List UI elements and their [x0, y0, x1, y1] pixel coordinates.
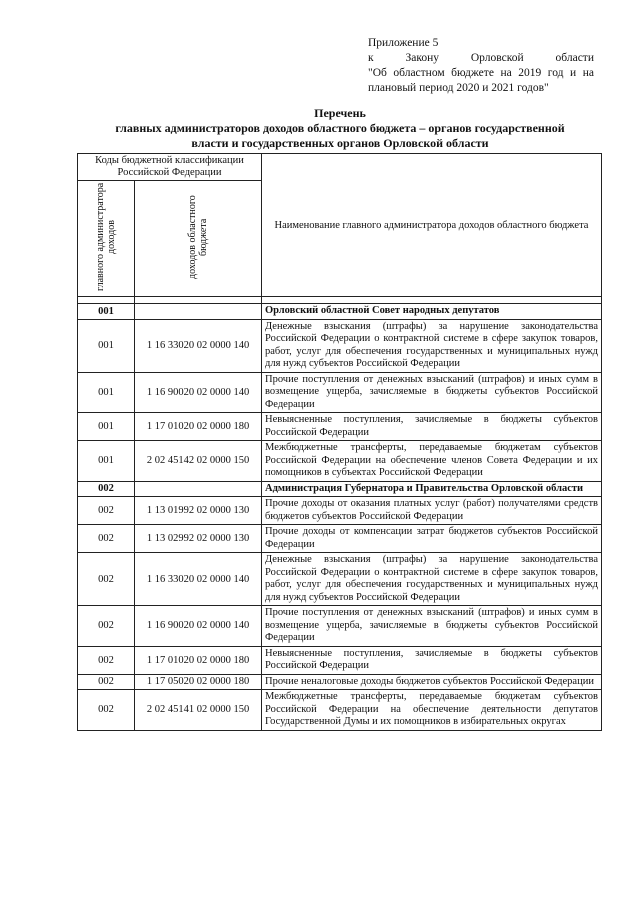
table-row — [78, 690, 602, 731]
table-row — [78, 372, 602, 413]
title-line-3: власти и государственных органов Орловской области — [191, 136, 489, 150]
appendix-region: Орловской — [470, 52, 524, 64]
appendix-law-title: "Об областном бюджете на 2019 год и на плановый период 2020 и 2021 годов" — [368, 67, 594, 94]
header-codes: Коды бюджетной классификации Российской Федерации — [78, 154, 262, 181]
header-admin-code-text: главного администратора доходов — [95, 182, 117, 292]
admin-code-cell: 002 — [78, 497, 135, 525]
table-row — [78, 441, 602, 482]
header-admin-code — [78, 181, 135, 297]
income-code-cell: 1 16 90020 02 0000 140 — [135, 372, 262, 413]
admin-name-cell: Прочие поступления от денежных взысканий (штрафов) и иных сумм в возмещение ущерба, зачисляемые в бюджеты субъектов Российской Федерации — [262, 372, 602, 413]
appendix-k: к — [368, 52, 374, 64]
admin-name-cell: Межбюджетные трансферты, передаваемые бюджетам субъектов Российской Федерации на обеспечение деятельности депутатов Государственной Думы и их помощников в избирательных округах — [262, 690, 602, 731]
appendix-law-line — [368, 51, 594, 66]
admin-name-cell: Прочие доходы от компенсации затрат бюджетов субъектов Российской Федерации — [262, 525, 602, 553]
income-code-cell: 1 16 90020 02 0000 140 — [135, 606, 262, 647]
income-code-cell: 1 17 05020 02 0000 180 — [135, 674, 262, 690]
admin-code-cell: 002 — [78, 606, 135, 647]
appendix-oblast: области — [555, 52, 594, 64]
admin-code-cell: 001 — [78, 413, 135, 441]
table-row — [78, 646, 602, 674]
admin-code-cell: 001 — [78, 319, 135, 372]
admin-name-cell: Администрация Губернатора и Правительства Орловской области — [262, 481, 602, 497]
income-code-cell: 2 02 45142 02 0000 150 — [135, 441, 262, 482]
income-code-cell: 1 17 01020 02 0000 180 — [135, 413, 262, 441]
admin-name-cell: Прочие неналоговые доходы бюджетов субъектов Российской Федерации — [262, 674, 602, 690]
table-row — [78, 553, 602, 606]
admin-code-cell: 002 — [78, 525, 135, 553]
appendix-number: Приложение 5 — [368, 37, 439, 49]
admin-name-cell: Невыясненные поступления, зачисляемые в бюджеты субъектов Российской Федерации — [262, 413, 602, 441]
admin-code-cell: 002 — [78, 646, 135, 674]
admin-code-cell: 001 — [78, 304, 135, 320]
document-title — [60, 106, 620, 151]
income-code-cell: 1 13 02992 02 0000 130 — [135, 525, 262, 553]
table-row — [78, 606, 602, 647]
admin-code-cell: 001 — [78, 441, 135, 482]
admin-name-cell: Прочие поступления от денежных взысканий (штрафов) и иных сумм в возмещение ущерба, зачисляемые в бюджеты субъектов Российской Федерации — [262, 606, 602, 647]
admin-name-cell: Денежные взыскания (штрафы) за нарушение законодательства Российской Федерации о контрактной системе в сфере закупок товаров, работ, услуг для обеспечения государственных и муниципальных нужд для нужд субъектов Российской Федерации — [262, 553, 602, 606]
admin-code-cell: 002 — [78, 690, 135, 731]
admin-code-cell: 001 — [78, 372, 135, 413]
header-admin-name: Наименование главного администратора доходов областного бюджета — [262, 154, 602, 297]
admin-name-cell: Денежные взыскания (штрафы) за нарушение законодательства Российской Федерации о контрактной системе в сфере закупок товаров, работ, услуг для обеспечения государственных и муниципальных нужд для нужд субъектов Российской Федерации — [262, 319, 602, 372]
table-row — [78, 413, 602, 441]
admin-code-cell: 002 — [78, 481, 135, 497]
admin-code-cell: 002 — [78, 553, 135, 606]
admin-name-cell: Орловский областной Совет народных депутатов — [262, 304, 602, 320]
table-row — [78, 525, 602, 553]
title-line-2: главных администраторов доходов областного бюджета – органов государственной — [115, 121, 565, 135]
admin-name-cell: Прочие доходы от оказания платных услуг (работ) получателями средств бюджетов субъектов Российской Федерации — [262, 497, 602, 525]
header-income-code — [135, 181, 262, 297]
admin-name-cell: Межбюджетные трансферты, передаваемые бюджетам субъектов Российской Федерации на обеспечение членов Совета Федерации и их помощников в субъектах Российской Федерации — [262, 441, 602, 482]
title-line-1: Перечень — [314, 106, 366, 120]
section-row — [78, 481, 602, 497]
income-code-cell: 1 16 33020 02 0000 140 — [135, 553, 262, 606]
income-code-cell: 1 16 33020 02 0000 140 — [135, 319, 262, 372]
appendix-law: Закону — [405, 52, 439, 64]
appendix-block — [368, 36, 594, 96]
table-row — [78, 319, 602, 372]
header-income-code-text: доходов областного бюджета — [187, 195, 209, 279]
income-code-cell — [135, 304, 262, 320]
table-row — [78, 497, 602, 525]
table-row — [78, 674, 602, 690]
header-spacer-row — [78, 297, 602, 304]
admin-code-cell: 002 — [78, 674, 135, 690]
income-code-cell — [135, 481, 262, 497]
income-code-cell: 2 02 45141 02 0000 150 — [135, 690, 262, 731]
administrators-table — [77, 153, 602, 731]
income-code-cell: 1 17 01020 02 0000 180 — [135, 646, 262, 674]
income-code-cell: 1 13 01992 02 0000 130 — [135, 497, 262, 525]
admin-name-cell: Невыясненные поступления, зачисляемые в бюджеты субъектов Российской Федерации — [262, 646, 602, 674]
section-row — [78, 304, 602, 320]
